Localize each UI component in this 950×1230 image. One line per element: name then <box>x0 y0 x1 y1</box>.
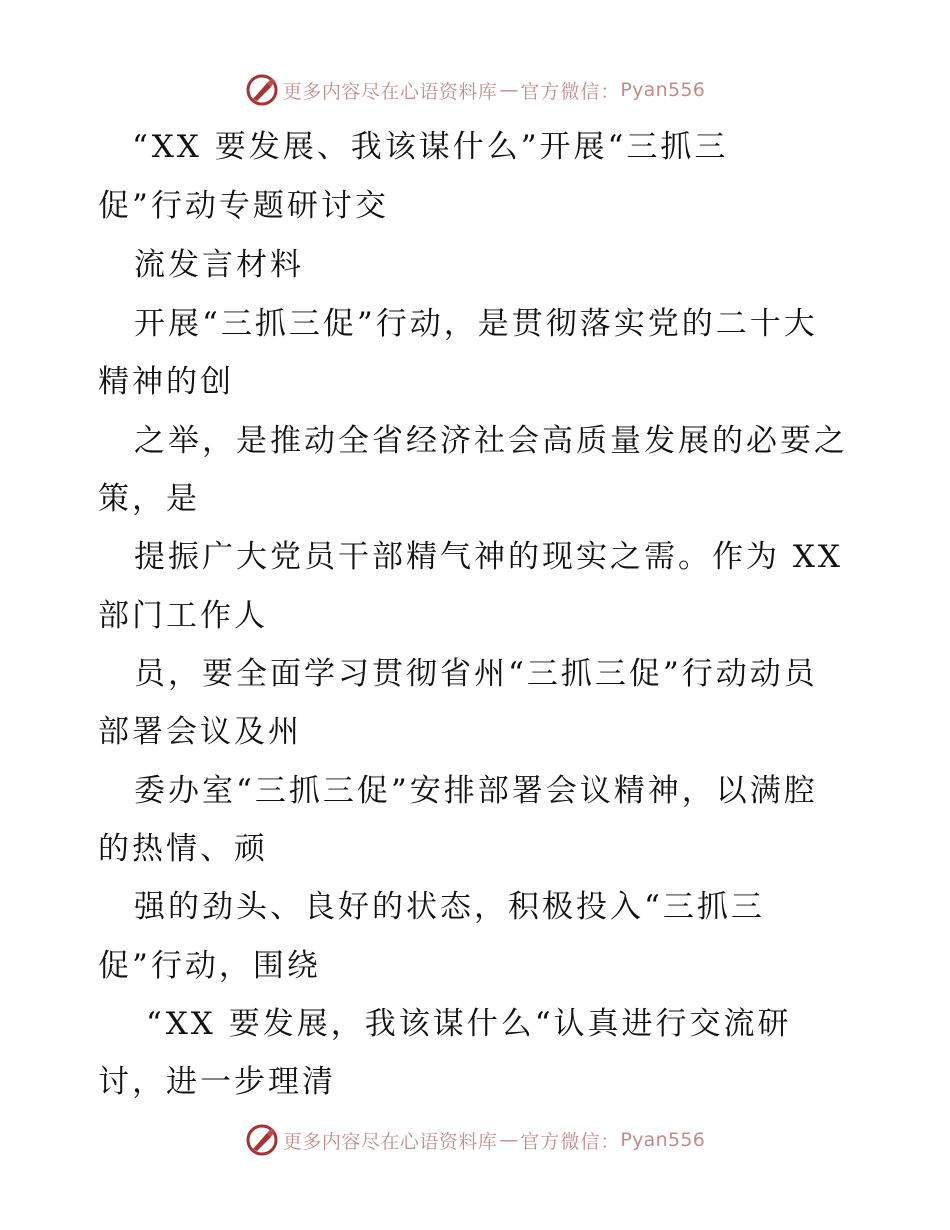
watermark-text: 更多内容尽在心语资料库 <box>282 1130 498 1153</box>
watermark-wechat-id: Pyan556 <box>620 79 706 101</box>
doc-text-line: 讨，进一步理清 <box>98 1064 336 1100</box>
doc-text-line: “XX 要发展，我该谋什么“认真进行交流研 <box>146 1006 792 1042</box>
watermark-wechat-label: 官方微信： <box>520 1130 621 1153</box>
watermark-text: 更多内容尽在心语资料库 <box>282 80 498 103</box>
doc-text-line: 员，要全面学习贯彻省州“三抓三促”行动动员 <box>134 656 818 692</box>
doc-text-line: 强的劲头、良好的状态，积极投入“三抓三 <box>134 889 765 925</box>
watermark-separator: — <box>499 1129 519 1151</box>
doc-text-line: 策，是 <box>98 481 200 517</box>
doc-text-line: 部门工作人 <box>98 598 268 634</box>
doc-text-line: 委办室“三抓三促”安排部署会议精神，以满腔 <box>134 773 818 809</box>
doc-text-line: 的热情、顽 <box>98 831 268 867</box>
watermark-wechat-label: 官方微信： <box>520 80 621 103</box>
doc-text-line: 开展“三抓三促”行动，是贯彻落实党的二十大 <box>134 306 818 342</box>
watermark-separator: — <box>499 79 519 101</box>
doc-text-line: 精神的创 <box>98 364 234 400</box>
doc-title-line-2: 促”行动专题研讨交 <box>98 188 389 224</box>
pen-logo-icon <box>245 73 279 107</box>
footer-watermark <box>0 1120 950 1160</box>
doc-text-line: 提振广大党员干部精气神的现实之需。作为 XX <box>134 539 843 575</box>
doc-title-line-1: “XX 要发展、我该谋什么”开展“三抓三 <box>132 129 729 165</box>
header-watermark <box>0 70 950 110</box>
doc-text-line: 之举，是推动全省经济社会高质量发展的必要之 <box>134 423 848 459</box>
doc-title-line-3: 流发言材料 <box>134 247 304 283</box>
pen-logo-icon <box>245 1123 279 1157</box>
watermark-wechat-id: Pyan556 <box>620 1129 706 1151</box>
doc-text-line: 促”行动，围绕 <box>98 948 321 984</box>
doc-text-line: 部署会议及州 <box>98 714 302 750</box>
